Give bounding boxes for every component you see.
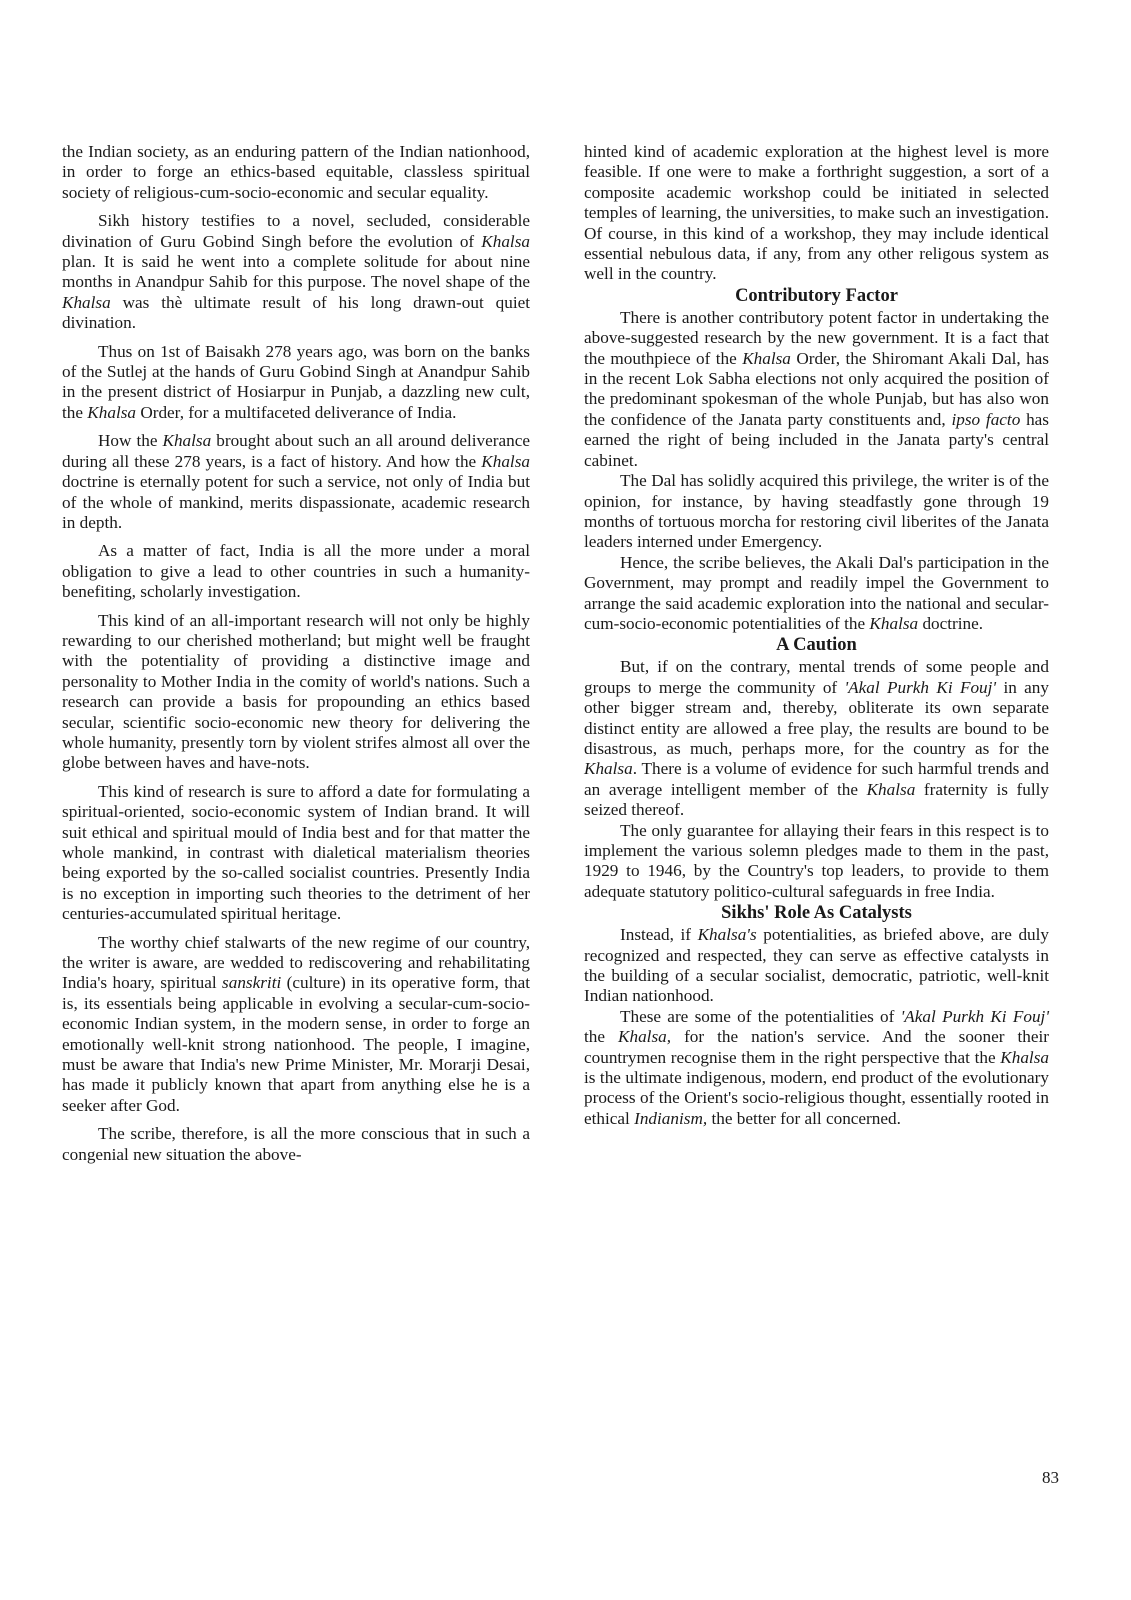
right-column — [584, 142, 1049, 1129]
paragraph: Sikh history testifies to a novel, secluded, considerable divination of Guru Gobind Singh before the evolution of Khalsa plan. It is said he went into a complete solitude for about nine months in Anandpur Sahib for this purpose. The novel shape of the Khalsa was thè ultimate result of his long drawn-out quiet divination. — [62, 211, 530, 333]
paragraph: These are some of the potentialities of 'Akal Purkh Ki Fouj' the Khalsa, for the nation's service. And the sooner their countrymen recognise them in the right perspective that the Khalsa is the ultimate indigenous, modern, end product of the evolutionary process of the Orient's socio-religious thought, essentially rooted in ethical Indianism, the better for all concerned. — [584, 1006, 1049, 1128]
section-heading: Sikhs' Role As Catalysts — [721, 903, 912, 924]
paragraph: This kind of research is sure to afford a date for formulating a spiritual-oriented, socio-economic system of Indian brand. It will suit ethical and spiritual mould of India best and for that matter the whole mankind, in contrast with dialetical materialism theories being exported by the so-called socialist countries. Presently India is no exception in importing such theories to the detriment of her centuries-accumulated spiritual heritage. — [62, 781, 530, 924]
paragraph: But, if on the contrary, mental trends of some people and groups to merge the community of 'Akal Purkh Ki Fouj' in any other bigger stream and, thereby, obliterate its own separate distinct entity are allowed a free play, the results are bound to be disastrous, as much, perhaps more, for the country as for the Khalsa. There is a volume of evidence for such harmful trends and an average intelligent member of the Khalsa fraternity is fully seized thereof. — [584, 657, 1049, 820]
paragraph: The Dal has solidly acquired this privilege, the writer is of the opinion, for instance, by having steadfastly gone through 19 months of tortuous morcha for restoring civil liberites of the Janata leaders interned under Emergency. — [584, 471, 1049, 552]
paragraph: The scribe, therefore, is all the more conscious that in such a congenial new situation the above- — [62, 1124, 530, 1164]
page-number: 83 — [1042, 1468, 1059, 1487]
paragraph: hinted kind of academic exploration at the highest level is more feasible. If one were to make a forthright suggestion, a sort of a composite academic workshop could be initiated in selected temples of learning, the universities, to make such an investigation. Of course, in this kind of a workshop, they may include identical essential nebulous data, if any, from any other religous system as well in the country. — [584, 142, 1049, 284]
paragraph: The worthy chief stalwarts of the new regime of our country, the writer is aware, are wedded to rediscovering and rehabilitating India's hoary, spiritual sanskriti (culture) in its operative form, that is, its essentials being applicable in evolving a secular-cum-socio-economic Indian system, in the modern sense, in order to forge an emotionally well-knit strong nationhood. The people, I imagine, must be aware that India's new Prime Minister, Mr. Morarji Desai, has made it publicly known that apart from anything else he is a seeker after God. — [62, 932, 530, 1115]
paragraph: Hence, the scribe believes, the Akali Dal's participation in the Government, may prompt and readily impel the Government to arrange the said academic exploration into the national and secular-cum-socio-economic potentialities of the Khalsa doctrine. — [584, 552, 1049, 633]
paragraph: There is another contributory potent factor in undertaking the above-suggested research by the new government. It is a fact that the mouthpiece of the Khalsa Order, the Shiromant Akali Dal, has in the recent Lok Sabha elections not only acquired the position of the predominant spokesman of the whole Punjab, but has also won the confidence of the Janata party constituents and, ipso facto has earned the right of being included in the Janata party's central cabinet. — [584, 307, 1049, 470]
paragraph: Instead, if Khalsa's potentialities, as briefed above, are duly recognized and respected, they can serve as effective catalysts in the building of a secular socialist, democratic, patriotic, well-knit Indian nationhood. — [584, 925, 1050, 1006]
paragraph: How the Khalsa brought about such an all around deliverance during all these 278 years, is a fact of history. And how the Khalsa doctrine is eternally potent for such a service, not only of India but of the whole of mankind, merits dispassionate, academic research in depth. — [62, 431, 530, 532]
paragraph: As a matter of fact, India is all the more under a moral obligation to give a lead to other countries in such a humanity-benefiting, scholarly investigation. — [62, 541, 530, 602]
section-heading: Contributory Factor — [735, 285, 898, 306]
left-column — [62, 142, 530, 1173]
paragraph: the Indian society, as an enduring pattern of the Indian nationhood, in order to forge an ethics-based equitable, classless spiritual society of religious-cum-socio-economic and secular equality. — [62, 142, 530, 202]
section-heading: A Caution — [776, 635, 857, 656]
paragraph: Thus on 1st of Baisakh 278 years ago, was born on the banks of the Sutlej at the hands of Guru Gobind Singh at Anandpur Sahib in the present district of Hosiarpur in Punjab, a dazzling new cult, the Khalsa Order, for a multifaceted deliverance of India. — [62, 341, 530, 422]
paragraph: This kind of an all-important research will not only be highly rewarding to our cherished motherland; but might well be fraught with the potentiality of providing a distinctive image and personality to Mother India in the comity of world's nations. Such a research can provide a basis for propounding an ethics based secular, scientific socio-economic new theory for delivering the whole humanity, presently torn by violent strifes almost all over the globe between haves and have-nots. — [62, 610, 530, 773]
paragraph: The only guarantee for allaying their fears in this respect is to implement the various solemn pledges made to them in the past, 1929 to 1946, by the Country's top leaders, to provide to them adequate statutory politico-cultural safeguards in free India. — [584, 820, 1049, 901]
